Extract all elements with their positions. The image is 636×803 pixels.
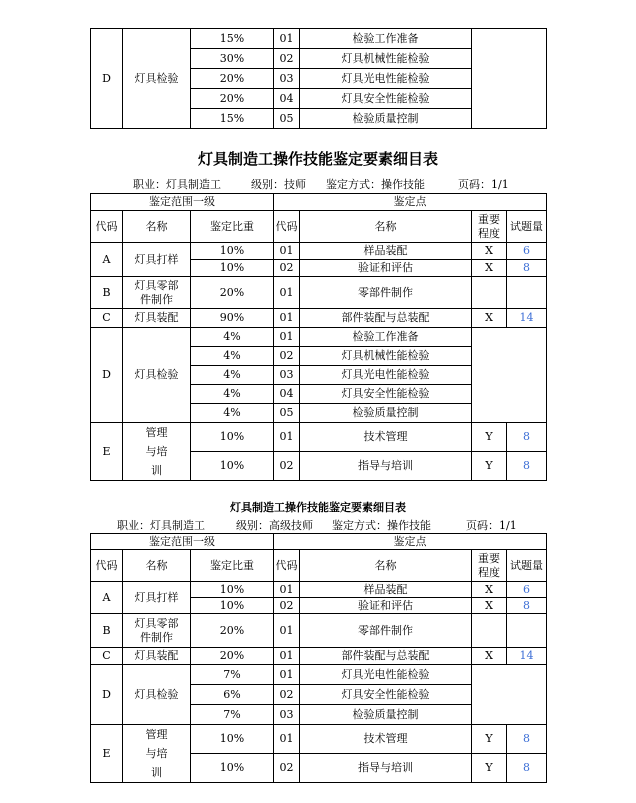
weight-cell: 20%: [191, 277, 274, 309]
group-code: D: [91, 665, 123, 725]
group-code: C: [91, 309, 123, 328]
weight-cell: 20%: [191, 69, 274, 89]
weight-cell: 15%: [191, 109, 274, 129]
point-name-cell: 指导与培训: [300, 452, 472, 481]
point-code-cell: 01: [274, 29, 300, 49]
quantity-cell: 8: [507, 598, 547, 614]
section3-title: 灯具制造工操作技能鉴定要素细目表: [230, 501, 406, 514]
method-label: 鉴定方式：操作技能: [332, 519, 431, 532]
point-name-cell: 检验质量控制: [300, 109, 472, 129]
header-importance: 重要程度: [472, 550, 507, 582]
point-name-cell: 检验工作准备: [300, 328, 472, 347]
group-name: 灯具打样: [123, 243, 191, 277]
importance-cell: X: [472, 598, 507, 614]
point-name-cell: 零部件制作: [300, 614, 472, 648]
weight-cell: 10%: [191, 582, 274, 598]
group-code: B: [91, 277, 123, 309]
header-scope-level1: 鉴定范围一级: [91, 194, 274, 211]
point-name-cell: 灯具安全性能检验: [300, 89, 472, 109]
weight-cell: 20%: [191, 89, 274, 109]
quantity-cell: 14: [507, 648, 547, 665]
point-name-cell: 灯具安全性能检验: [300, 385, 472, 404]
point-name-cell: 灯具安全性能检验: [300, 685, 472, 705]
point-name-cell: 验证和评估: [300, 598, 472, 614]
point-name-cell: 检验质量控制: [300, 705, 472, 725]
top-partial-table: [90, 28, 547, 129]
header-points: 鉴定点: [274, 194, 547, 211]
weight-cell: 6%: [191, 685, 274, 705]
group-code: C: [91, 648, 123, 665]
header-weight: 鉴定比重: [191, 211, 274, 243]
importance-cell: X: [472, 309, 507, 328]
point-code-cell: 01: [274, 243, 300, 260]
level-label: 级别：技师: [251, 178, 306, 191]
point-code-cell: 03: [274, 366, 300, 385]
weight-cell: 20%: [191, 648, 274, 665]
header-importance: 重要程度: [472, 211, 507, 243]
point-code-cell: 01: [274, 309, 300, 328]
quantity-cell: 8: [507, 725, 547, 754]
quantity-cell: 6: [507, 582, 547, 598]
group-code: A: [91, 582, 123, 614]
header-point-code: 代码: [274, 211, 300, 243]
quantity-cell: 14: [507, 309, 547, 328]
section2-info: [0, 176, 636, 192]
group-name: 灯具零部件制作: [123, 614, 191, 648]
point-code-cell: 01: [274, 665, 300, 685]
weight-cell: 7%: [191, 705, 274, 725]
weight-cell: 10%: [191, 243, 274, 260]
weight-cell: 4%: [191, 366, 274, 385]
quantity-cell: [507, 614, 547, 648]
group-name: 灯具检验: [123, 665, 191, 725]
point-code-cell: 02: [274, 49, 300, 69]
point-name-cell: 灯具光电性能检验: [300, 665, 472, 685]
group-code: D: [91, 328, 123, 423]
importance-cell: Y: [472, 754, 507, 783]
header-name: 名称: [123, 550, 191, 582]
point-code-cell: 01: [274, 648, 300, 665]
quantity-cell: 8: [507, 754, 547, 783]
level-label: 级别：高级技师: [236, 519, 313, 532]
method-label: 鉴定方式：操作技能: [326, 178, 425, 191]
weight-cell: 10%: [191, 452, 274, 481]
occupation-label: 职业：灯具制造工: [133, 178, 221, 191]
weight-cell: 30%: [191, 49, 274, 69]
point-code-cell: 05: [274, 109, 300, 129]
point-code-cell: 02: [274, 452, 300, 481]
point-name-cell: 样品装配: [300, 243, 472, 260]
weight-cell: 10%: [191, 754, 274, 783]
point-code-cell: 01: [274, 725, 300, 754]
point-name-cell: 指导与培训: [300, 754, 472, 783]
point-code-cell: 02: [274, 260, 300, 277]
weight-cell: 4%: [191, 404, 274, 423]
group-code: B: [91, 614, 123, 648]
point-name-cell: 灯具光电性能检验: [300, 366, 472, 385]
group-code: E: [91, 423, 123, 481]
point-code-cell: 04: [274, 385, 300, 404]
point-name-cell: 灯具机械性能检验: [300, 49, 472, 69]
point-name-cell: 部件装配与总装配: [300, 309, 472, 328]
weight-cell: 10%: [191, 725, 274, 754]
group-name: 灯具检验: [123, 29, 191, 129]
point-code-cell: 03: [274, 705, 300, 725]
weight-cell: 7%: [191, 665, 274, 685]
weight-cell: 90%: [191, 309, 274, 328]
quantity-cell: 8: [507, 260, 547, 277]
occupation-label: 职业：灯具制造工: [117, 519, 205, 532]
empty-cell: [472, 328, 547, 423]
group-name: 灯具检验: [123, 328, 191, 423]
header-weight: 鉴定比重: [191, 550, 274, 582]
importance-cell: X: [472, 243, 507, 260]
weight-cell: 10%: [191, 598, 274, 614]
point-code-cell: 02: [274, 685, 300, 705]
group-name: 管理与培训: [123, 423, 191, 481]
group-code: A: [91, 243, 123, 277]
point-code-cell: 04: [274, 89, 300, 109]
quantity-cell: 8: [507, 452, 547, 481]
point-name-cell: 灯具机械性能检验: [300, 347, 472, 366]
weight-cell: 4%: [191, 347, 274, 366]
point-name-cell: 部件装配与总装配: [300, 648, 472, 665]
point-name-cell: 灯具光电性能检验: [300, 69, 472, 89]
group-name: 灯具装配: [123, 648, 191, 665]
quantity-cell: [507, 277, 547, 309]
section3-info: [0, 517, 636, 533]
group-code: E: [91, 725, 123, 783]
header-point-name: 名称: [300, 550, 472, 582]
quantity-cell: 8: [507, 423, 547, 452]
group-name: 灯具零部件制作: [123, 277, 191, 309]
point-name-cell: 样品装配: [300, 582, 472, 598]
importance-cell: X: [472, 582, 507, 598]
point-code-cell: 01: [274, 423, 300, 452]
importance-cell: [472, 614, 507, 648]
point-name-cell: 验证和评估: [300, 260, 472, 277]
point-name-cell: 检验工作准备: [300, 29, 472, 49]
weight-cell: 10%: [191, 423, 274, 452]
page-label: 页码：1/1: [466, 519, 517, 532]
quantity-cell: 6: [507, 243, 547, 260]
page-label: 页码：1/1: [458, 178, 509, 191]
weight-cell: 10%: [191, 260, 274, 277]
header-quantity: 试题量: [507, 550, 547, 582]
section2-table: [90, 193, 547, 481]
weight-cell: 20%: [191, 614, 274, 648]
group-code: D: [91, 29, 123, 129]
header-name: 名称: [123, 211, 191, 243]
header-code: 代码: [91, 550, 123, 582]
empty-cell: [472, 665, 547, 725]
header-point-name: 名称: [300, 211, 472, 243]
importance-cell: X: [472, 260, 507, 277]
point-code-cell: 02: [274, 598, 300, 614]
empty-cell: [472, 29, 547, 129]
point-name-cell: 检验质量控制: [300, 404, 472, 423]
importance-cell: Y: [472, 423, 507, 452]
point-code-cell: 02: [274, 347, 300, 366]
header-quantity: 试题量: [507, 211, 547, 243]
point-code-cell: 05: [274, 404, 300, 423]
weight-cell: 4%: [191, 328, 274, 347]
header-scope-level1: 鉴定范围一级: [91, 534, 274, 550]
group-name: 灯具装配: [123, 309, 191, 328]
point-code-cell: 01: [274, 582, 300, 598]
point-code-cell: 02: [274, 754, 300, 783]
section3-table: [90, 533, 547, 783]
importance-cell: Y: [472, 452, 507, 481]
section2-title: 灯具制造工操作技能鉴定要素细目表: [197, 150, 438, 168]
point-name-cell: 技术管理: [300, 423, 472, 452]
point-code-cell: 01: [274, 614, 300, 648]
weight-cell: 15%: [191, 29, 274, 49]
point-name-cell: 零部件制作: [300, 277, 472, 309]
importance-cell: [472, 277, 507, 309]
importance-cell: X: [472, 648, 507, 665]
point-name-cell: 技术管理: [300, 725, 472, 754]
point-code-cell: 03: [274, 69, 300, 89]
importance-cell: Y: [472, 725, 507, 754]
header-points: 鉴定点: [274, 534, 547, 550]
header-code: 代码: [91, 211, 123, 243]
point-code-cell: 01: [274, 277, 300, 309]
point-code-cell: 01: [274, 328, 300, 347]
weight-cell: 4%: [191, 385, 274, 404]
group-name: 灯具打样: [123, 582, 191, 614]
header-point-code: 代码: [274, 550, 300, 582]
group-name: 管理与培训: [123, 725, 191, 783]
